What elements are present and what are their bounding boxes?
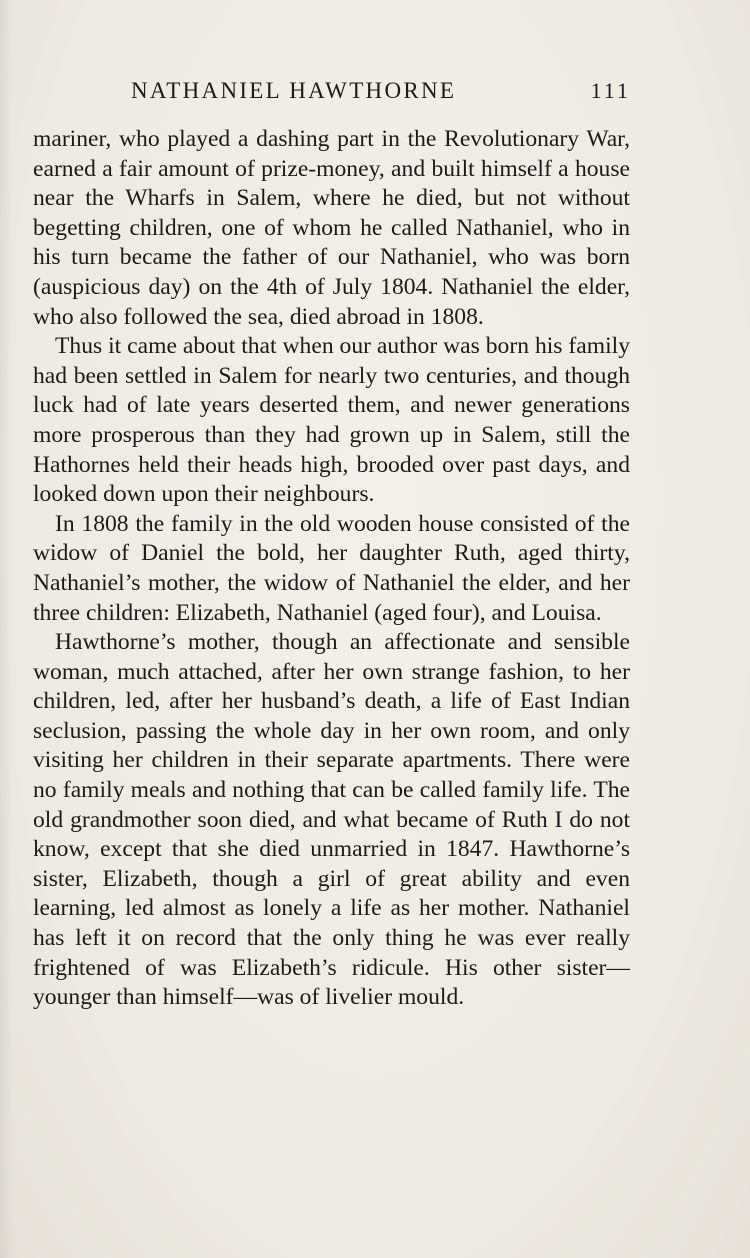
running-head	[131, 78, 631, 112]
paragraph: In 1808 the family in the old wooden house consisted of the widow of Daniel the bold, her daughter Ruth, aged thirty, Nathaniel’s mother, the widow of Nathaniel the elder, and her three children: Elizabeth, Nathaniel (aged four), and Louisa.	[33, 510, 630, 626]
paragraph: Thus it came about that when our author was born his family had been settled in Salem for nearly two centuries, and though luck had of late years deserted them, and newer generations more prosperous than they had grown up in Salem, still the Hathornes held their heads high, brooded over past days, and looked down upon their neighbours.	[33, 333, 630, 508]
running-head-title: NATHANIEL HAWTHORNE	[131, 78, 457, 103]
body-text	[33, 125, 630, 1013]
paragraph-continued: mariner, who played a dashing part in the Revolutionary War, earned a fair amount of prize-money, and built himself a house near the Wharfs in Salem, where he died, but not without begetting children, one of whom he called Nathaniel, who in his turn became the father of our Nathaniel, who was born (auspicious day) on the 4th of July 1804. Nathaniel the elder, who also followed the sea, died abroad in 1808.	[33, 126, 630, 330]
paragraph: Hawthorne’s mother, though an affectionate and sensible woman, much attached, after her own strange fashion, to her children, led, after her husband’s death, a life of East Indian seclusion, passing the whole day in her own room, and only visiting her children in their separate apartments. There were no family meals and nothing that can be called family life. The old grandmother soon died, and what became of Ruth I do not know, except that she died unmarried in 1847. Hawthorne’s sister, Elizabeth, though a girl of great ability and even learning, led almost as lonely a life as her mother. Nathaniel has left it on record that the only thing he was ever really frightened of was Elizabeth’s ridicule. His other sister—younger than himself—was of livelier mould.	[33, 629, 630, 1011]
spine-shadow	[0, 0, 14, 1258]
page-number: 111	[590, 78, 631, 103]
